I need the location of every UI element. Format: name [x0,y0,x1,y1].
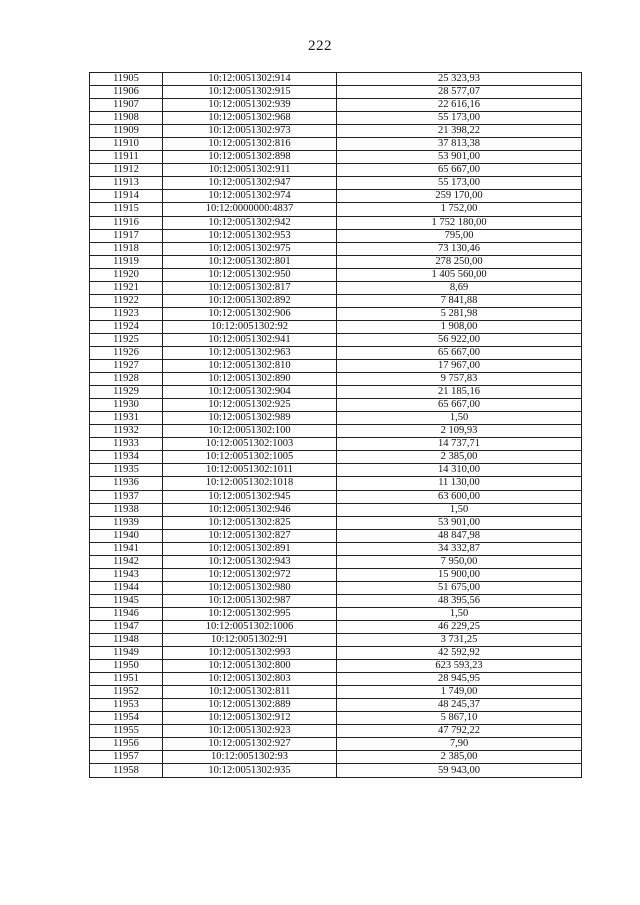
amount-cell: 51 675,00 [337,581,582,594]
table-row [90,620,582,633]
table-row [90,725,582,738]
table-row [90,712,582,725]
cadastral-number-cell: 10:12:0051302:803 [163,673,337,686]
row-id-cell: 11920 [90,268,163,281]
cadastral-number-cell: 10:12:0051302:980 [163,581,337,594]
row-id-cell: 11939 [90,516,163,529]
row-id-cell: 11946 [90,607,163,620]
table-row [90,268,582,281]
cadastral-number-cell: 10:12:0051302:1011 [163,464,337,477]
table-row [90,399,582,412]
cadastral-number-cell: 10:12:0051302:889 [163,699,337,712]
row-id-cell: 11944 [90,581,163,594]
table-row [90,164,582,177]
table-row [90,190,582,203]
table-row [90,464,582,477]
row-id-cell: 11922 [90,294,163,307]
cadastral-number-cell: 10:12:0051302:912 [163,712,337,725]
amount-cell: 25 323,93 [337,73,582,86]
amount-cell: 11 130,00 [337,477,582,490]
table-row [90,307,582,320]
row-id-cell: 11906 [90,86,163,99]
amount-cell: 1,50 [337,607,582,620]
row-id-cell: 11907 [90,99,163,112]
row-id-cell: 11924 [90,320,163,333]
amount-cell: 7 950,00 [337,555,582,568]
amount-cell: 7 841,88 [337,294,582,307]
cadastral-number-cell: 10:12:0051302:91 [163,634,337,647]
row-id-cell: 11958 [90,764,163,777]
row-id-cell: 11915 [90,203,163,216]
amount-cell: 14 737,71 [337,438,582,451]
table-row [90,477,582,490]
row-id-cell: 11955 [90,725,163,738]
table-row [90,177,582,190]
row-id-cell: 11916 [90,216,163,229]
cadastral-number-cell: 10:12:0051302:939 [163,99,337,112]
amount-cell: 48 245,37 [337,699,582,712]
row-id-cell: 11930 [90,399,163,412]
cadastral-number-cell: 10:12:0051302:968 [163,112,337,125]
page-number: 222 [308,38,332,54]
row-id-cell: 11921 [90,281,163,294]
cadastral-number-cell: 10:12:0051302:946 [163,503,337,516]
amount-cell: 2 109,93 [337,425,582,438]
table-row [90,73,582,86]
amount-cell: 1,50 [337,412,582,425]
cadastral-number-cell: 10:12:0051302:935 [163,764,337,777]
cadastral-number-cell: 10:12:0051302:923 [163,725,337,738]
table-row [90,647,582,660]
row-id-cell: 11910 [90,138,163,151]
cadastral-number-cell: 10:12:0000000:4837 [163,203,337,216]
table-row [90,764,582,777]
table-row [90,320,582,333]
row-id-cell: 11954 [90,712,163,725]
amount-cell: 795,00 [337,229,582,242]
cadastral-number-cell: 10:12:0051302:93 [163,751,337,764]
table-row [90,529,582,542]
amount-cell: 37 813,38 [337,138,582,151]
row-id-cell: 11953 [90,699,163,712]
cadastral-number-cell: 10:12:0051302:892 [163,294,337,307]
table-row [90,555,582,568]
table-row [90,451,582,464]
amount-cell: 56 922,00 [337,333,582,346]
table-row [90,151,582,164]
row-id-cell: 11925 [90,333,163,346]
amount-cell: 8,69 [337,281,582,294]
amount-cell: 3 731,25 [337,634,582,647]
cadastral-number-cell: 10:12:0051302:827 [163,529,337,542]
cadastral-number-cell: 10:12:0051302:953 [163,229,337,242]
table-row [90,333,582,346]
row-id-cell: 11957 [90,751,163,764]
row-id-cell: 11935 [90,464,163,477]
cadastral-number-cell: 10:12:0051302:915 [163,86,337,99]
row-id-cell: 11943 [90,568,163,581]
row-id-cell: 11909 [90,125,163,138]
table-row [90,503,582,516]
row-id-cell: 11952 [90,686,163,699]
amount-cell: 65 667,00 [337,164,582,177]
cadastral-number-cell: 10:12:0051302:891 [163,542,337,555]
row-id-cell: 11934 [90,451,163,464]
table-row [90,138,582,151]
table-row [90,242,582,255]
cadastral-number-cell: 10:12:0051302:100 [163,425,337,438]
amount-cell: 53 901,00 [337,151,582,164]
row-id-cell: 11923 [90,307,163,320]
amount-cell: 2 385,00 [337,451,582,464]
amount-cell: 73 130,46 [337,242,582,255]
amount-cell: 1,50 [337,503,582,516]
amount-cell: 1 749,00 [337,686,582,699]
amount-cell: 1 405 560,00 [337,268,582,281]
cadastral-number-cell: 10:12:0051302:972 [163,568,337,581]
cadastral-number-cell: 10:12:0051302:975 [163,242,337,255]
table-row [90,125,582,138]
cadastral-number-cell: 10:12:0051302:1006 [163,620,337,633]
row-id-cell: 11951 [90,673,163,686]
amount-cell: 259 170,00 [337,190,582,203]
table-row [90,438,582,451]
amount-cell: 59 943,00 [337,764,582,777]
amount-cell: 1 752 180,00 [337,216,582,229]
table-row [90,634,582,647]
table-row [90,594,582,607]
row-id-cell: 11956 [90,738,163,751]
table-row [90,699,582,712]
row-id-cell: 11908 [90,112,163,125]
row-id-cell: 11949 [90,647,163,660]
row-id-cell: 11918 [90,242,163,255]
amount-cell: 48 395,56 [337,594,582,607]
amount-cell: 1 752,00 [337,203,582,216]
cadastral-number-cell: 10:12:0051302:904 [163,386,337,399]
cadastral-number-cell: 10:12:0051302:1003 [163,438,337,451]
row-id-cell: 11933 [90,438,163,451]
data-table [89,72,582,778]
amount-cell: 34 332,87 [337,542,582,555]
table-row [90,281,582,294]
amount-cell: 15 900,00 [337,568,582,581]
table-row [90,568,582,581]
cadastral-number-cell: 10:12:0051302:890 [163,373,337,386]
table-row [90,229,582,242]
cadastral-number-cell: 10:12:0051302:989 [163,412,337,425]
cadastral-number-cell: 10:12:0051302:942 [163,216,337,229]
table-row [90,738,582,751]
row-id-cell: 11905 [90,73,163,86]
table-row [90,751,582,764]
amount-cell: 53 901,00 [337,516,582,529]
amount-cell: 42 592,92 [337,647,582,660]
row-id-cell: 11945 [90,594,163,607]
row-id-cell: 11947 [90,620,163,633]
amount-cell: 28 577,07 [337,86,582,99]
amount-cell: 55 173,00 [337,112,582,125]
amount-cell: 63 600,00 [337,490,582,503]
amount-cell: 55 173,00 [337,177,582,190]
cadastral-number-cell: 10:12:0051302:810 [163,360,337,373]
amount-cell: 17 967,00 [337,360,582,373]
cadastral-number-cell: 10:12:0051302:1018 [163,477,337,490]
table-row [90,373,582,386]
cadastral-number-cell: 10:12:0051302:817 [163,281,337,294]
row-id-cell: 11919 [90,255,163,268]
table-row [90,425,582,438]
table-row [90,581,582,594]
table-row [90,673,582,686]
row-id-cell: 11940 [90,529,163,542]
amount-cell: 28 945,95 [337,673,582,686]
table-row [90,542,582,555]
table-row [90,255,582,268]
row-id-cell: 11917 [90,229,163,242]
amount-cell: 46 229,25 [337,620,582,633]
cadastral-number-cell: 10:12:0051302:950 [163,268,337,281]
amount-cell: 65 667,00 [337,346,582,359]
cadastral-number-cell: 10:12:0051302:941 [163,333,337,346]
amount-cell: 5 867,10 [337,712,582,725]
row-id-cell: 11913 [90,177,163,190]
row-id-cell: 11911 [90,151,163,164]
table-row [90,346,582,359]
cadastral-number-cell: 10:12:0051302:811 [163,686,337,699]
row-id-cell: 11928 [90,373,163,386]
amount-cell: 9 757,83 [337,373,582,386]
row-id-cell: 11914 [90,190,163,203]
amount-cell: 21 398,22 [337,125,582,138]
cadastral-number-cell: 10:12:0051302:816 [163,138,337,151]
cadastral-number-cell: 10:12:0051302:995 [163,607,337,620]
cadastral-number-cell: 10:12:0051302:927 [163,738,337,751]
cadastral-number-cell: 10:12:0051302:898 [163,151,337,164]
cadastral-number-cell: 10:12:0051302:987 [163,594,337,607]
amount-cell: 22 616,16 [337,99,582,112]
table-row [90,412,582,425]
row-id-cell: 11941 [90,542,163,555]
cadastral-number-cell: 10:12:0051302:925 [163,399,337,412]
table-row [90,294,582,307]
row-id-cell: 11931 [90,412,163,425]
cadastral-number-cell: 10:12:0051302:906 [163,307,337,320]
cadastral-number-cell: 10:12:0051302:800 [163,660,337,673]
table-row [90,86,582,99]
table-row [90,686,582,699]
amount-cell: 14 310,00 [337,464,582,477]
table-row [90,216,582,229]
cadastral-number-cell: 10:12:0051302:1005 [163,451,337,464]
row-id-cell: 11932 [90,425,163,438]
cadastral-number-cell: 10:12:0051302:943 [163,555,337,568]
table-row [90,112,582,125]
table-row [90,360,582,373]
row-id-cell: 11926 [90,346,163,359]
amount-cell: 278 250,00 [337,255,582,268]
amount-cell: 623 593,23 [337,660,582,673]
table-row [90,516,582,529]
amount-cell: 65 667,00 [337,399,582,412]
table-row [90,386,582,399]
row-id-cell: 11948 [90,634,163,647]
table-row [90,99,582,112]
amount-cell: 47 792,22 [337,725,582,738]
row-id-cell: 11927 [90,360,163,373]
row-id-cell: 11929 [90,386,163,399]
cadastral-number-cell: 10:12:0051302:911 [163,164,337,177]
amount-cell: 21 185,16 [337,386,582,399]
cadastral-number-cell: 10:12:0051302:801 [163,255,337,268]
cadastral-number-cell: 10:12:0051302:914 [163,73,337,86]
row-id-cell: 11942 [90,555,163,568]
table-row [90,203,582,216]
cadastral-number-cell: 10:12:0051302:945 [163,490,337,503]
row-id-cell: 11938 [90,503,163,516]
cadastral-number-cell: 10:12:0051302:92 [163,320,337,333]
row-id-cell: 11912 [90,164,163,177]
cadastral-number-cell: 10:12:0051302:993 [163,647,337,660]
table-row [90,490,582,503]
amount-cell: 5 281,98 [337,307,582,320]
row-id-cell: 11936 [90,477,163,490]
cadastral-number-cell: 10:12:0051302:974 [163,190,337,203]
table-row [90,607,582,620]
cadastral-number-cell: 10:12:0051302:825 [163,516,337,529]
table-body [90,73,582,778]
table-row [90,660,582,673]
amount-cell: 1 908,00 [337,320,582,333]
cadastral-number-cell: 10:12:0051302:963 [163,346,337,359]
row-id-cell: 11937 [90,490,163,503]
cadastral-number-cell: 10:12:0051302:973 [163,125,337,138]
amount-cell: 2 385,00 [337,751,582,764]
amount-cell: 48 847,98 [337,529,582,542]
cadastral-number-cell: 10:12:0051302:947 [163,177,337,190]
row-id-cell: 11950 [90,660,163,673]
amount-cell: 7,90 [337,738,582,751]
